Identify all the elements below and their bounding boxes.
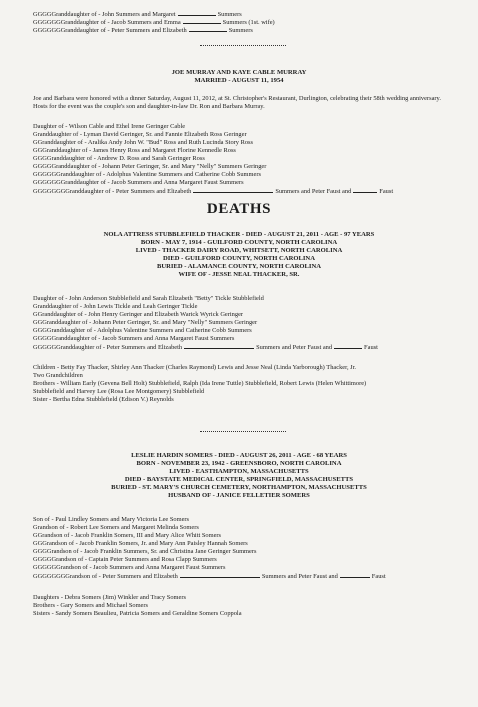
family-line: Two Grandchildren bbox=[33, 372, 83, 379]
top-line: GGGGGGGranddaughter of - Peter Summers and Elizabeth Summers bbox=[33, 27, 253, 34]
lineage-line: GGGGGGGranddaughter of - Jacob Summers and Anna Margaret Faust Summers bbox=[33, 179, 244, 186]
obituary-header: BURIED - ALAMANCE COUNTY, NORTH CAROLINA bbox=[156, 263, 321, 270]
lineage-line-last: GGGGGGGGrandson of - Peter Summers and Elizabeth Summers and Peter Faust and Faust bbox=[33, 573, 386, 580]
family-line: Stubblefield and Harvey Lee (Rosa Lee Montgomery) Stubblefield bbox=[33, 388, 205, 395]
section-divider bbox=[200, 431, 286, 432]
lineage-line: Granddaughter of - Lyman David Geringer, Sr. and Fannie Elizabeth Ross Geringer bbox=[33, 131, 247, 138]
lineage-line: GGranddaughter of - John Henry Geringer and Elizabeth Warick Wyrick Geringer bbox=[33, 311, 244, 318]
obituary-header: DIED - BAYSTATE MEDICAL CENTER, SPRINGFIELD, MASSACHUSETTS bbox=[124, 476, 354, 483]
family-line: Sister - Bertha Edna Stubblefield (Edison V.) Reynolds bbox=[33, 396, 174, 403]
family-line: Sisters - Sandy Somers Beaulieu, Patricia Somers and Geraldine Somers Coppola bbox=[33, 610, 242, 617]
lineage-line: GGGGGranddaughter of - Jacob Summers and Anna Margaret Faust Summers bbox=[33, 335, 235, 342]
top-line: GGGGGGGranddaughter of - Jacob Summers and Emma Summers (1st. wife) bbox=[33, 19, 275, 26]
obituary-header: BORN - NOVEMBER 23, 1942 - GREENSBORO, NORTH CAROLINA bbox=[136, 460, 342, 467]
lineage-line: GGrandson of - Jacob Franklin Somers, III and Mary Alice Whitt Somers bbox=[33, 532, 222, 539]
lineage-line: GGGrandson of - Jacob Franklin Somers, Jr. and Mary Ann Paisley Hannah Somers bbox=[33, 540, 248, 547]
section-divider bbox=[200, 45, 286, 46]
top-line: GGGGGranddaughter of - John Summers and Margaret Summers bbox=[33, 11, 242, 18]
lineage-line: GGGGGranddaughter of - Johann Peter Geringer, Sr. and Mary "Nelly" Summers Geringer bbox=[33, 163, 267, 170]
obituary-header: LIVED - THACKER DAIRY ROAD, WHITSETT, NORTH CAROLINA bbox=[135, 247, 343, 254]
lineage-line: Granddaughter of - John Lewis Tickle and Leah Geringer Tickle bbox=[33, 303, 198, 310]
obituary-header: DIED - GUILFORD COUNTY, NORTH CAROLINA bbox=[163, 255, 315, 262]
lineage-line: Grandson of - Robert Lee Somers and Margaret Melinda Somers bbox=[33, 524, 199, 531]
lineage-line: GGGranddaughter of - Johann Peter Geringer, Sr. and Mary "Nelly" Summers Geringer bbox=[33, 319, 258, 326]
marriage-title: JOE MURRAY AND KAYE CABLE MURRAY bbox=[171, 69, 307, 76]
obituary-header: WIFE OF - JESSE NEAL THACKER, SR. bbox=[178, 271, 300, 278]
lineage-line: GGGGranddaughter of - Andrew D. Ross and Sarah Geringer Ross bbox=[33, 155, 205, 162]
lineage-line: Daughter of - John Anderson Stubblefield and Sarah Elizabeth "Betty" Tickle Stubblefield bbox=[33, 295, 264, 302]
obituary-header: HUSBAND OF - JANICE FELLETIER SOMERS bbox=[168, 492, 310, 499]
lineage-line: GGGGGGranddaughter of - Adolphus Valentine Summers and Catherine Cobb Summers bbox=[33, 171, 261, 178]
family-line: Children - Betty Fay Thacker, Shirley Ann Thacker (Charles Raymond) Lewis and Jesse Neal (Linda Yarborough) Thacker, Jr. bbox=[33, 364, 357, 371]
lineage-line: GGGGGrandson of - Captain Peter Summers and Rosa Clapp Summers bbox=[33, 556, 217, 563]
lineage-line: GGGGranddaughter of - Adolphus Valentine Summers and Catherine Cobb Summers bbox=[33, 327, 252, 334]
obituary-header: LESLIE HARDIN SOMERS - DIED - AUGUST 26, 2011 - AGE - 68 YEARS bbox=[131, 452, 347, 459]
lineage-line-last: GGGGGGranddaughter of - Peter Summers and Elizabeth Summers and Peter Faust and Faust bbox=[33, 344, 378, 351]
deaths-heading: DEATHS bbox=[206, 201, 272, 217]
lineage-line: GGGranddaughter of - James Henry Ross and Margaret Florine Kennedle Ross bbox=[33, 147, 236, 154]
lineage-line: GGranddaughter of - Aralika Andy John W. "Bud" Ross and Ruth Lucinda Story Ross bbox=[33, 139, 253, 146]
family-line: Brothers - William Early (Gevena Bell Holt) Stubblefield, Ralph (Ida Irene Tuttle) Stubblefield, Robert Lewis (Helen Whittimore) bbox=[33, 380, 367, 387]
lineage-line: Daughter of - Wilson Cable and Ethel Irene Geringer Cable bbox=[33, 123, 186, 130]
obituary-header: NOLA ATTRESS STUBBLEFIELD THACKER - DIED - AUGUST 21, 2011 - AGE - 97 YEARS bbox=[103, 231, 375, 238]
marriage-date: MARRIED - AUGUST 11, 1954 bbox=[194, 77, 284, 84]
lineage-line: Son of - Paul Lindley Somers and Mary Victoria Lee Somers bbox=[33, 516, 190, 523]
marriage-paragraph: Joe and Barbara were honored with a dinner Saturday, August 11, 2012, at St. Christopher's Restaurant, Durlington, celebrating their 58th wedding anniversary. Hosts for the event was the couple's son and daughter-in-law Dr. Ron and Barbara Murray. bbox=[33, 95, 441, 111]
obituary-header: BORN - MAY 7, 1914 - GUILFORD COUNTY, NORTH CAROLINA bbox=[140, 239, 338, 246]
obituary-header: BURIED - ST. MARY'S CHURCH CEMETERY, NORTHAMPTON, MASSACHUSETTS bbox=[111, 484, 367, 491]
family-line: Daughters - Debra Somers (Jim) Winkler and Tracy Somers bbox=[33, 594, 186, 601]
lineage-line-last: GGGGGGGGranddaughter of - Peter Summers and Elizabeth Summers and Peter Faust and Faust bbox=[33, 188, 394, 195]
obituary-header: LIVED - EASTHAMPTON, MASSACHUSETTS bbox=[169, 468, 309, 475]
lineage-line: GGGGGGrandson of - Jacob Summers and Anna Margaret Faust Summers bbox=[33, 564, 226, 571]
lineage-line: GGGGrandson of - Jacob Franklin Summers, Sr. and Christina Jane Geringer Summers bbox=[33, 548, 257, 555]
family-line: Brothers - Gary Somers and Michael Somers bbox=[33, 602, 149, 609]
